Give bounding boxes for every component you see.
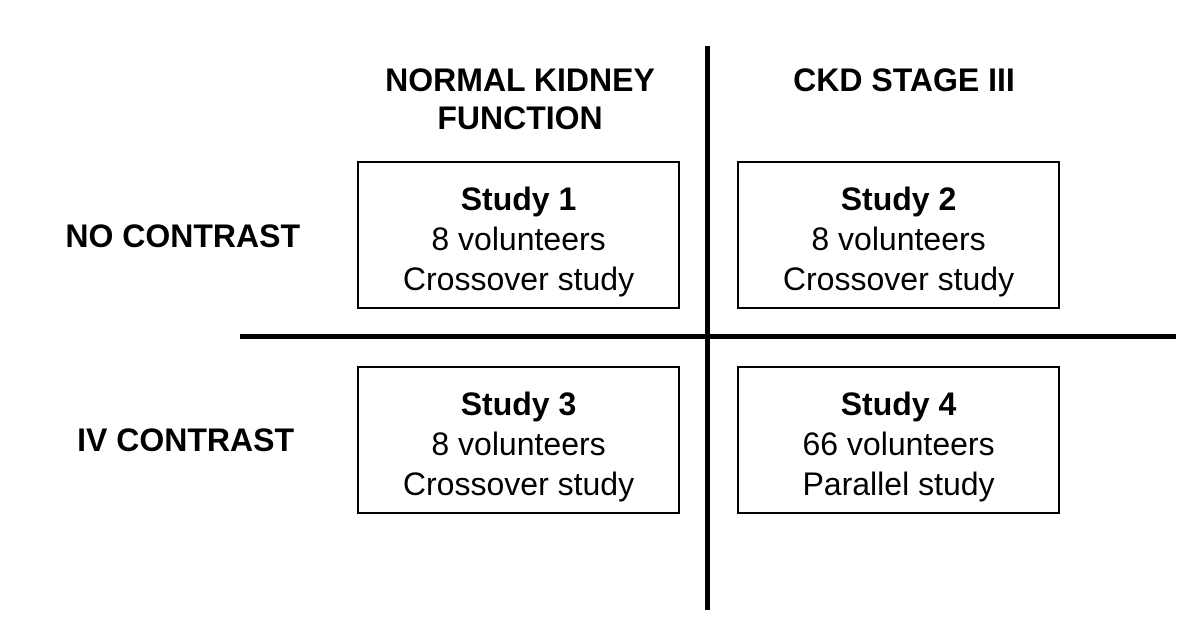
study-title: Study 1	[460, 181, 577, 217]
column-header-ckd-stage-iii: CKD STAGE III	[793, 62, 1015, 98]
study-participants: 8 volunteers	[811, 221, 986, 257]
study-design: Crossover study	[402, 466, 635, 502]
study-participants: 8 volunteers	[431, 426, 606, 462]
study-title: Study 4	[840, 386, 957, 422]
study-design: Crossover study	[402, 261, 635, 297]
study-design: Crossover study	[782, 261, 1015, 297]
study-title: Study 3	[460, 386, 577, 422]
vertical-divider	[705, 46, 710, 610]
row-header-no-contrast: NO CONTRAST	[65, 218, 300, 254]
study-3-box	[357, 366, 680, 514]
row-header-iv-contrast: IV CONTRAST	[77, 422, 294, 458]
study-1-box	[357, 161, 680, 309]
study-participants: 66 volunteers	[802, 426, 995, 462]
horizontal-divider	[240, 334, 1176, 339]
study-4-box	[737, 366, 1060, 514]
study-design: Parallel study	[802, 466, 995, 502]
study-2-box	[737, 161, 1060, 309]
column-header-normal-kidney-function: NORMAL KIDNEY FUNCTION	[385, 62, 655, 136]
study-title: Study 2	[840, 181, 957, 217]
study-participants: 8 volunteers	[431, 221, 606, 257]
